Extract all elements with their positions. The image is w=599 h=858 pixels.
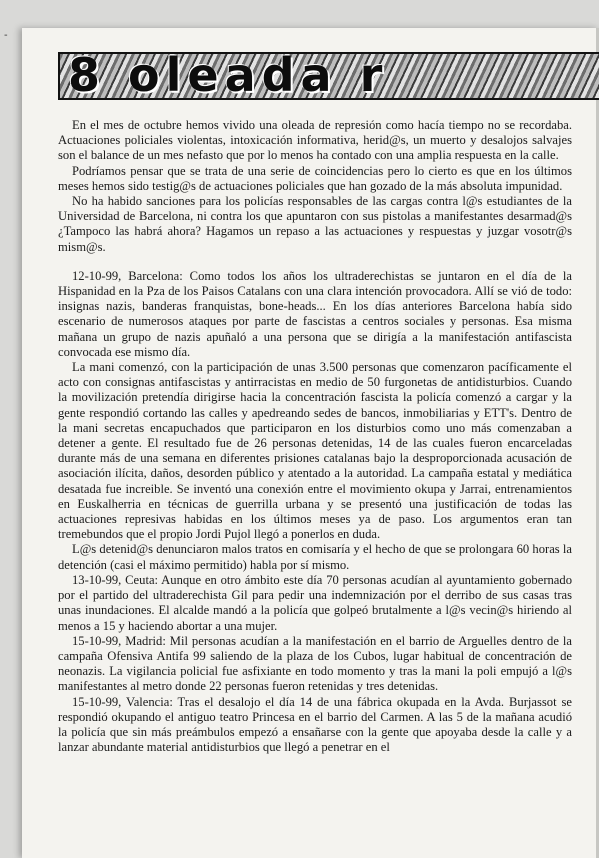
paragraph-coincidences: Podríamos pensar que se trata de una serie de coincidencias pero lo cierto es que en los últimos meses hemos sido testig@s de actuaciones policiales que han gozado de la más absoluta impunidad.: [58, 163, 572, 193]
section-banner: [58, 52, 599, 100]
paragraph-ceuta: 13-10-99, Ceuta: Aunque en otro ámbito este día 70 personas acudían al ayuntamiento gobernado por el partido del ultraderechista Gil para pedir una indemnización por el derribo de sus casas tras unas inundaciones. El alcalde mandó a la policía que golpeó brutalmente a l@s vecin@s hiriendo al menos a 15 y haciendo abortar a una mujer.: [58, 572, 572, 633]
paragraph-detenidos: L@s detenid@s denunciaron malos tratos en comisaría y el hecho de que se prolongara 60 horas la detención (casi el máximo permitido) habla por sí mismo.: [58, 542, 572, 572]
paragraph-barcelona: 12-10-99, Barcelona: Como todos los años los ultraderechistas se juntaron en el día de la Hispanidad en la Pza de los Paisos Catalans con una clara intención provocadora. Allí se vió de todo: insignas nazis, banderas franquistas, bone-heads... En los días anteriores Barcelona había sido escenario de numerosos ataques por parte de fascistas a centros sociales y personas. Esa misma mañana un grupo de nazis apuñaló a una persona que se dirigía a la manifestación antifascista convocada ese mismo día.: [58, 268, 572, 359]
banner-title: 8 oleada r: [68, 52, 389, 100]
paragraph-sanctions: No ha habido sanciones para los policías responsables de las cargas contra l@s estudiantes de la Universidad de Barcelona, ni contra los que apuntaron con sus pistolas a manifestantes desarmad@s ¿Tampoco las habrá ahora? Hagamos un repaso a las actuaciones y respuestas y juzgar vosotr@s mism@s.: [58, 194, 572, 254]
page-corner-mark: -: [4, 30, 8, 41]
paragraph-mani: La mani comenzó, con la participación de unas 3.500 personas que comenzaron pacíficamente el acto con consignas antifascistas y antirracistas en medio de 50 furgonetas de antidisturbios. Cuando la movilización pretendía dirigirse hacia la concentración fascista la policía comenzó a cargar y la gente respondió cortando las calles y apedreando sedes de bancos, inmobiliarias y ETT's. Dentro de la mani secretas encapuchados que participaron en los disturbios como uno más comenzaban a detener a gente. El resultado fue de 26 personas detenidas, 14 de las cuales fueron encarceladas durante más de una semana en diferentes prisiones catalanas bajo la desproporcionada acusación de asociación ilícita, daños, desorden público y atentado a la autoridad. La campaña estatal y mediática desatada fue increible. Se inventó una conexión entre el movimiento okupa y Jarrai, entrenamientos en Euskalherria en técnicas de guerrilla urbana y se presentó una justificación de todas las actuaciones represivas habidas en los últimos meses ya de paso. Los argumentos eran tan tremebundos que el propio Jordi Pujol llegó a ponerlos en duda.: [58, 360, 572, 542]
paragraph-intro: En el mes de octubre hemos vivido una oleada de represión como hacía tiempo no se recordaba. Actuaciones policiales violentas, intoxicación informativa, herid@s, un muerto y desalojos salvajes son el balance de un mes nefasto que por lo menos ha contado con una amplia respuesta en la calle.: [58, 118, 572, 163]
article-body: [58, 118, 572, 755]
paragraph-valencia: 15-10-99, Valencia: Tras el desalojo el día 14 de una fábrica okupada en la Avda. Burjassot se respondió okupando el antiguo teatro Princesa en el barrio del Carmen. A las 5 de la mañana acudió la policía que sin más preámbulos empezó a ensañarse con la gente que apoyaba desde la calle y a lanzar abundante material antidisturbios que llegó a penetrar en el: [58, 694, 572, 755]
paragraph-madrid: 15-10-99, Madrid: Mil personas acudían a la manifestación en el barrio de Arguelles dentro de la campaña Ofensiva Antifa 99 saliendo de la plaza de los Cubos, lugar habitual de concentración de neonazis. La vigilancia policial fue asfixiante en todo momento y tras la mani la poli empujó a l@s manifestantes al metro donde 22 personas fueron retenidas y tres detenidas.: [58, 633, 572, 694]
